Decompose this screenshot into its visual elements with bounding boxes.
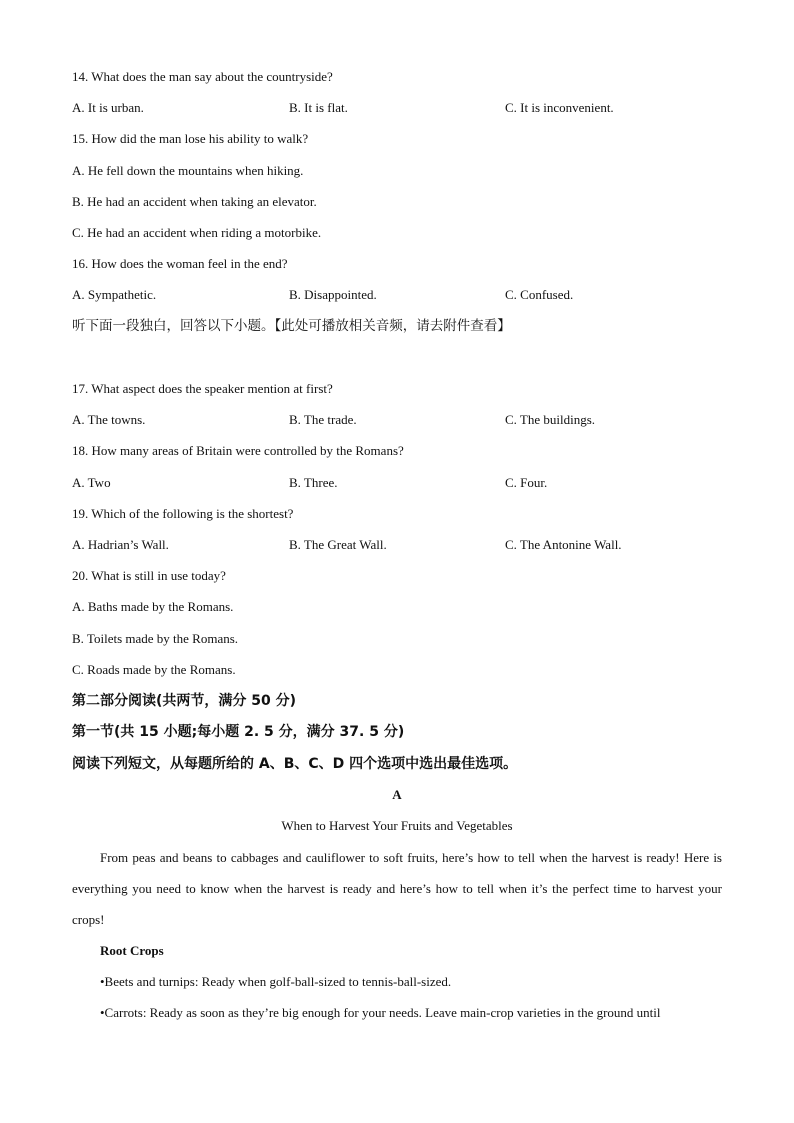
question-15-option-b: B. He had an accident when taking an elevator.	[72, 194, 317, 209]
bullet-beets-turnips: •Beets and turnips: Ready when golf-ball-sized to tennis-ball-sized.	[100, 974, 452, 989]
question-17-option-b: B. The trade.	[289, 412, 357, 427]
question-19-option-c: C. The Antonine Wall.	[505, 537, 622, 552]
question-14-option-a: A. It is urban.	[72, 100, 144, 115]
question-17-option-c: C. The buildings.	[505, 412, 596, 427]
question-16-stem: 16. How does the woman feel in the end?	[72, 256, 288, 271]
subheading-root-crops: Root Crops	[100, 943, 164, 958]
part-two-title: 第二部分阅读(共两节，满分 50 分)	[72, 693, 297, 709]
question-18-option-c: C. Four.	[505, 475, 548, 490]
question-15-option-c: C. He had an accident when riding a motorbike.	[72, 225, 322, 240]
question-17-option-a: A. The towns.	[72, 412, 146, 427]
passage-title: When to Harvest Your Fruits and Vegetables	[281, 818, 513, 833]
reading-instruction: 阅读下列短文，从每题所给的 A、B、C、D 四个选项中选出最佳选项。	[72, 756, 518, 772]
question-16-option-a: A. Sympathetic.	[72, 287, 157, 302]
question-15-option-a: A. He fell down the mountains when hiking.	[72, 163, 304, 178]
question-20-option-c: C. Roads made by the Romans.	[72, 662, 236, 677]
question-15-stem: 15. How did the man lose his ability to walk?	[72, 131, 309, 146]
question-19-option-b: B. The Great Wall.	[289, 537, 387, 552]
question-14-option-b: B. It is flat.	[289, 100, 348, 115]
question-16-option-b: B. Disappointed.	[289, 287, 377, 302]
question-19-stem: 19. Which of the following is the shortest?	[72, 506, 294, 521]
question-14-stem: 14. What does the man say about the countryside?	[72, 69, 333, 84]
passage-intro: From peas and beans to cabbages and cauliflower to soft fruits, here’s how to tell when the harvest is ready! Here is everything you need to know when the harvest is ready and here’s how to tell when it’s the perfect time to harvest your crops!	[72, 850, 722, 927]
question-16-option-c: C. Confused.	[505, 287, 574, 302]
passage-letter: A	[392, 787, 402, 802]
question-17-stem: 17. What aspect does the speaker mention at first?	[72, 381, 333, 396]
question-14-option-c: C. It is inconvenient.	[505, 100, 614, 115]
question-20-stem: 20. What is still in use today?	[72, 568, 226, 583]
question-18-option-b: B. Three.	[289, 475, 338, 490]
bullet-carrots: •Carrots: Ready as soon as they’re big enough for your needs. Leave main-crop varieties in the ground until	[100, 1005, 661, 1020]
question-19-option-a: A. Hadrian’s Wall.	[72, 537, 169, 552]
question-18-option-a: A. Two	[72, 475, 111, 490]
question-20-option-b: B. Toilets made by the Romans.	[72, 631, 239, 646]
question-20-option-a: A. Baths made by the Romans.	[72, 599, 234, 614]
monologue-instruction: 听下面一段独白，回答以下小题。【此处可播放相关音频，请去附件查看】	[72, 318, 511, 334]
question-18-stem: 18. How many areas of Britain were controlled by the Romans?	[72, 443, 404, 458]
section-one-title: 第一节(共 15 小题;每小题 2. 5 分，满分 37. 5 分)	[72, 724, 405, 740]
